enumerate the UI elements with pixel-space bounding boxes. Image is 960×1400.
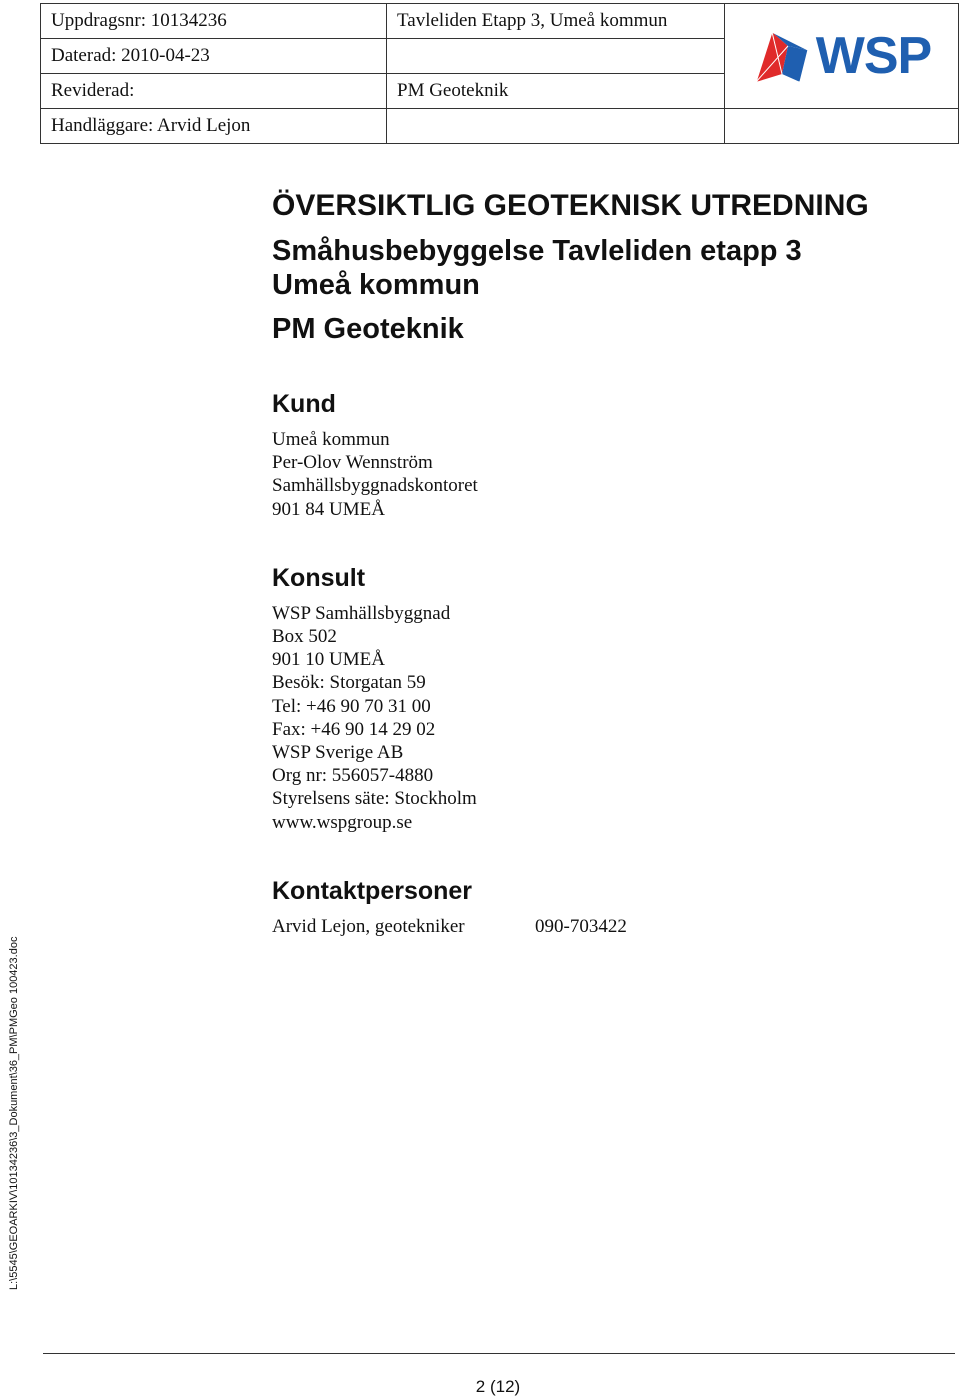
file-path-label: L:\5545\GEOARKIV\10134236\3_Dokument\36_PM\PMGeo 100423.doc — [8, 936, 20, 1290]
empty-cell — [387, 39, 725, 74]
contact-name: Arvid Lejon, geotekniker — [272, 915, 465, 937]
date-field: Daterad: 2010-04-23 — [41, 39, 387, 74]
client-address — [272, 428, 932, 521]
header-table — [40, 3, 959, 144]
contacts-section — [272, 876, 932, 938]
empty-cell — [387, 109, 725, 144]
address-line: WSP Samhällsbyggnad — [272, 602, 451, 624]
address-line: Tel: +46 90 70 31 00 — [272, 695, 431, 717]
consultant-address — [272, 602, 932, 834]
wsp-logo-text: WSP — [815, 27, 932, 85]
address-line: 901 84 UMEÅ — [272, 498, 385, 520]
contact-phone: 090-703422 — [535, 915, 627, 937]
wsp-logo — [725, 22, 958, 90]
document-type-heading: PM Geoteknik — [272, 313, 464, 345]
address-line: WSP Sverige AB — [272, 742, 404, 764]
wsp-logo-icon — [752, 26, 812, 86]
contact-row — [272, 915, 932, 938]
address-line: Box 502 — [272, 626, 337, 648]
assignment-number: Uppdragsnr: 10134236 — [41, 4, 387, 39]
logo-cell — [725, 4, 959, 109]
empty-cell — [725, 109, 959, 144]
contacts-heading: Kontaktpersoner — [272, 876, 473, 905]
address-line: Besök: Storgatan 59 — [272, 672, 426, 694]
client-heading: Kund — [272, 390, 336, 418]
website-line: www.wspgroup.se — [272, 811, 413, 833]
consultant-section — [272, 563, 932, 834]
client-section — [272, 389, 932, 521]
project-name: Tavleliden Etapp 3, Umeå kommun — [387, 4, 725, 39]
consultant-heading: Konsult — [272, 563, 366, 592]
revised-field: Reviderad: — [41, 74, 387, 109]
subtitle-line: Småhusbebyggelse Tavleliden etapp 3 — [272, 235, 802, 267]
address-line: Per-Olov Wennström — [272, 452, 433, 474]
page-number: 2 (12) — [475, 1377, 521, 1396]
subtitle-line: Umeå kommun — [272, 269, 480, 301]
address-line: Umeå kommun — [272, 429, 390, 450]
address-line: Fax: +46 90 14 29 02 — [272, 718, 436, 740]
document-subtitle — [272, 234, 932, 302]
address-line: Styrelsens säte: Stockholm — [272, 788, 477, 810]
document-title: ÖVERSIKTLIG GEOTEKNISK UTREDNING — [272, 189, 869, 222]
main-content — [272, 186, 932, 938]
address-line: Org nr: 556057-4880 — [272, 765, 434, 787]
document-type: PM Geoteknik — [387, 74, 725, 109]
address-line: Samhällsbyggnadskontoret — [272, 475, 478, 497]
footer-divider — [43, 1353, 955, 1354]
address-line: 901 10 UMEÅ — [272, 649, 385, 671]
handler-field: Handläggare: Arvid Lejon — [41, 109, 387, 144]
